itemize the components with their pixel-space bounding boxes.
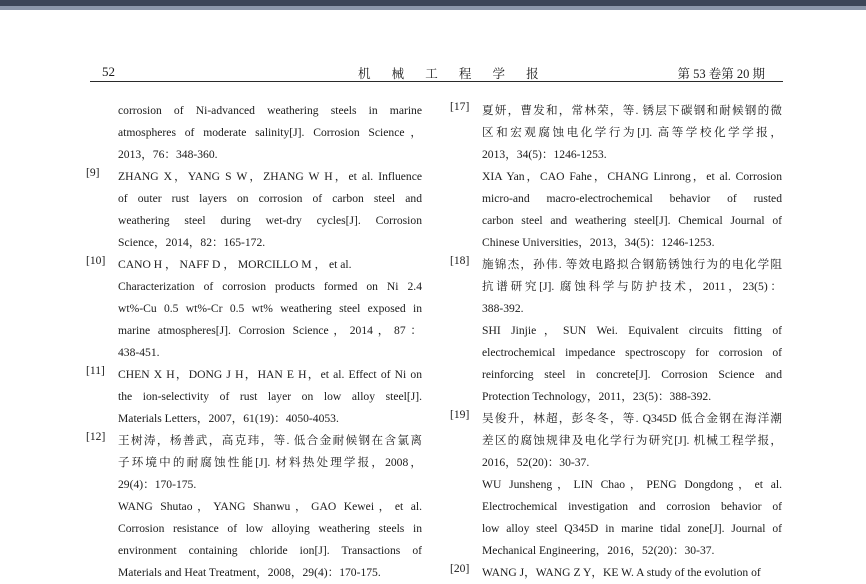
reference-line: CANO H ， NAFF D ， MORCILLO M ， et al. [118, 258, 352, 271]
reference-number: [11] [86, 364, 105, 377]
reference-text [482, 562, 782, 584]
reference-line: 抗谱研究[J]. 腐蚀科学与防护技术，2011，23(5)： [482, 280, 782, 293]
reference-line: Materials Letters，2007，61(19)：4050-4053. [118, 412, 339, 425]
reference-text [482, 254, 782, 408]
reference-line: 2013，76：348-360. [118, 148, 218, 161]
reference-text [118, 100, 422, 166]
reference-line: Mechanical Engineering，2016，52(20)：30-37. [482, 544, 715, 557]
reference-line: Science，2014，82：165-172. [118, 236, 266, 249]
reference-line: CHEN X H，DONG J H，HAN E H，et al. Effect of Ni on [118, 368, 422, 381]
reference-line: weathering steel during wet-dry cycles[J]. Corrosion [118, 214, 422, 227]
reference-line: low alloy steel Q345D in marine tidal zone[J]. Journal of [482, 522, 782, 535]
reference-line: XIA Yan，CAO Fahe，CHANG Linrong，et al. Corrosion [482, 170, 782, 183]
reference-text [482, 100, 782, 254]
page-header [90, 62, 783, 82]
reference-entry [86, 100, 422, 166]
reference-line: Corrosion resistance of low alloying weathering steels in [118, 522, 422, 535]
reference-line: 29(4)：170-175. [118, 478, 197, 491]
reference-line: of outer rust layers on corrosion of carbon steel and [118, 192, 422, 205]
reference-entry [86, 364, 422, 430]
reference-text [118, 364, 422, 430]
header-rule [90, 81, 783, 82]
reference-line: micro-and macro-electrochemical behavior of rusted [482, 192, 782, 205]
reference-entry [86, 166, 422, 254]
reference-number: [18] [450, 254, 470, 267]
reference-line: Chinese Universities，2013，34(5)：1246-1253. [482, 236, 715, 249]
reference-entry [86, 430, 422, 584]
reference-line: 2013，34(5)：1246-1253. [482, 148, 607, 161]
reference-line: Electrochemical investigation and corrosion behavior of [482, 500, 782, 513]
reference-number: [10] [86, 254, 106, 267]
reference-line: Materials and Heat Treatment，2008，29(4)：170-175. [118, 566, 381, 579]
reference-line: 夏妍，曹发和，常林荣，等. 锈层下碳钢和耐候钢的微 [482, 104, 782, 117]
reference-line: WANG J，WANG Z Y，KE W. A study of the evolution of [482, 566, 761, 579]
reference-entry [450, 562, 782, 584]
reference-line: 王树涛，杨善武，高克玮，等. 低合金耐候钢在含氯离 [118, 434, 422, 447]
reference-number: [12] [86, 430, 106, 443]
reference-line: wt%-Cu 0.5 wt%-Cr 0.5 wt% weathering steel exposed in [118, 302, 422, 315]
reference-line: Protection Technology，2011，23(5)：388-392. [482, 390, 712, 403]
reference-text [118, 166, 422, 254]
reference-line: corrosion of Ni-advanced weathering steels in marine [118, 104, 422, 117]
top-decorative-bar-light [0, 6, 866, 10]
reference-number: [20] [450, 562, 470, 575]
reference-line: 施锦杰，孙伟. 等效电路拟合钢筋锈蚀行为的电化学阻 [482, 258, 782, 271]
reference-line: WANG Shutao，YANG Shanwu，GAO Kewei，et al. [118, 500, 422, 513]
reference-text [118, 430, 422, 584]
reference-line: 差区的腐蚀规律及电化学行为研究[J]. 机械工程学报， [482, 434, 782, 447]
reference-line: SHI Jinjie，SUN Wei. Equivalent circuits fitting of [482, 324, 782, 337]
reference-line: carbon steel and weathering steel[J]. Chemical Journal of [482, 214, 782, 227]
reference-line: 438-451. [118, 346, 160, 359]
reference-line: 区和宏观腐蚀电化学行为[J]. 高等学校化学学报， [482, 126, 782, 139]
reference-line: 子环境中的耐腐蚀性能[J]. 材料热处理学报，2008， [118, 456, 422, 469]
right-reference-column [450, 100, 782, 584]
reference-line: WU Junsheng，LIN Chao，PENG Dongdong，et al. [482, 478, 782, 491]
reference-entry [450, 100, 782, 254]
reference-number: [9] [86, 166, 100, 179]
reference-entry [86, 254, 422, 364]
reference-line: atmospheres of moderate salinity[J]. Corrosion Science， [118, 126, 422, 139]
volume-issue: 第 53 卷第 20 期 [677, 67, 765, 81]
reference-text [118, 254, 422, 364]
reference-line: marine atmospheres[J]. Corrosion Science，2014，87： [118, 324, 422, 337]
reference-text [482, 408, 782, 562]
left-reference-column [86, 100, 422, 584]
reference-line: Characterization of corrosion products formed on Ni 2.4 [118, 280, 422, 293]
reference-line: environment containing chloride ion[J]. Transactions of [118, 544, 422, 557]
reference-line: reinforcing steel in concrete[J]. Corrosion Science and [482, 368, 782, 381]
reference-line: 2016，52(20)：30-37. [482, 456, 590, 469]
page-number: 52 [102, 64, 115, 79]
reference-entry [450, 254, 782, 408]
journal-title: 机 械 工 程 学 报 [358, 67, 548, 81]
reference-number: [17] [450, 100, 470, 113]
reference-line: the ion-selectivity of rust layer on low alloy steel[J]. [118, 390, 422, 403]
reference-line: electrochemical impedance spectroscopy for corrosion of [482, 346, 782, 359]
reference-line: 388-392. [482, 302, 524, 315]
reference-line: 吴俊升，林超，彭冬冬，等. Q345D 低合金钢在海洋潮 [482, 412, 782, 425]
reference-entry [450, 408, 782, 562]
reference-line: ZHANG X，YANG S W，ZHANG W H，et al. Influence [118, 170, 422, 183]
reference-number: [19] [450, 408, 470, 421]
